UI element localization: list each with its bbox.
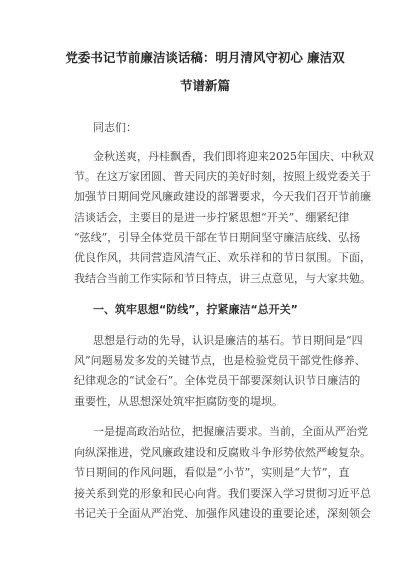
paragraph-line: 向纵深推进，党风廉政建设和反腐败斗争形势依然严峻复杂。 — [74, 446, 371, 459]
salutation: 同志们： — [93, 121, 137, 134]
paragraph-line: 金秋送爽，丹桂飘香，我们即将迎来2025年国庆、中秋双 — [93, 150, 374, 163]
document-title-line-2: 节谱新篇 — [179, 78, 230, 93]
paragraph-line: 洁谈话会，主要目的是进一步拧紧思想“开关”、绷紧纪律 — [74, 211, 350, 224]
paragraph-line: 书记关于全面从严治党、加强作风建设的重要论述，深刻领会 — [74, 507, 371, 520]
paragraph-line: “弦线”，引导全体党员干部在节日期间坚守廉洁底线、弘扬 — [74, 231, 361, 244]
document-title-line-1: 党委书记节前廉洁谈话稿：明月清风守初心 廉洁双 — [65, 50, 345, 65]
paragraph-line: 一是提高政治站位，把握廉洁要求。当前，全面从严治党 — [93, 425, 368, 438]
paragraph-line: 思想是行动的先导，认识是廉洁的基石。节日期间是“四 — [93, 334, 363, 347]
paragraph-line: 节。在这万家团圆、普天同庆的美好时刻，按照上级党委关于 — [74, 170, 371, 183]
paragraph-line: 优良作风，共同营造风清气正、欢乐祥和的节日氛围。下面， — [74, 251, 371, 264]
paragraph-line: 风”问题易发多发的关键节点，也是检验党员干部党性修养、 — [74, 354, 366, 367]
paragraph-line: 节日期间的作风问题，看似是“小节”，实则是“大节”，直 — [74, 466, 350, 479]
paragraph-line: 接关系到党的形象和民心向背。我们要深入学习贯彻习近平总 — [74, 487, 371, 500]
paragraph-line: 我结合当前工作实际和节日特点，讲三点意见，与大家共勉。 — [74, 272, 371, 285]
paragraph-line: 重要性，从思想深处筑牢拒腐防变的堤坝。 — [74, 395, 283, 408]
paragraph-line: 纪律观念的“试金石”。全体党员干部要深刻认识节日廉洁的 — [74, 374, 361, 387]
section-heading: 一、筑牢思想“防线”，拧紧廉洁“总开关” — [93, 303, 298, 316]
paragraph-line: 加强节日期间党风廉政建设的部署要求，今天我们召开节前廉 — [74, 190, 371, 203]
